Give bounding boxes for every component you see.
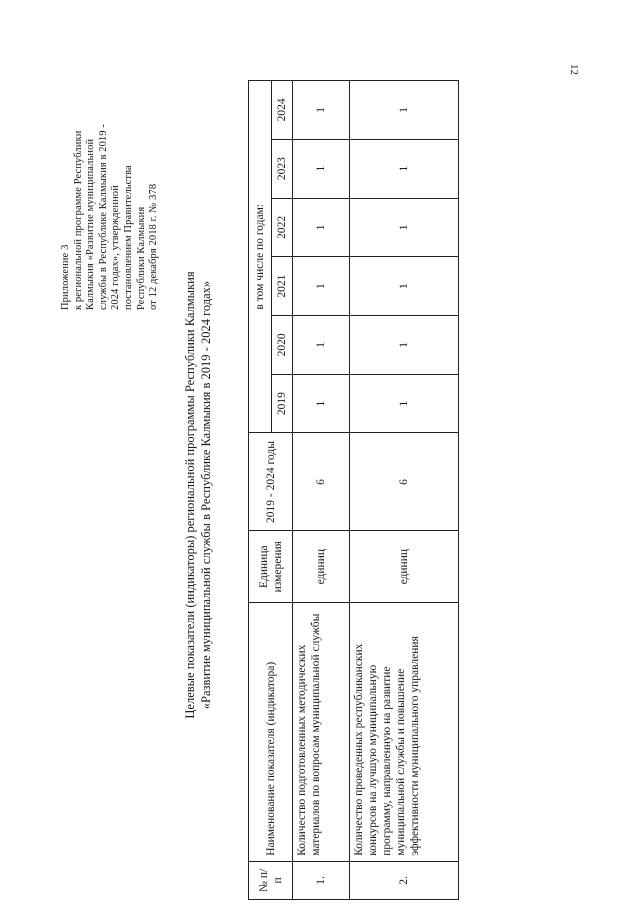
row-name: Количество проведенных республиканских конкурсов на лучшую муниципальную программу, направленную на развитие муниципальной службы и повышение эффективности муниципального управления: [350, 602, 459, 861]
appendix-note: [60, 10, 161, 310]
row-year-value: 1: [350, 81, 459, 140]
row-total: 6: [350, 433, 459, 531]
appendix-line: постановлением Правительства: [122, 165, 134, 310]
appendix-line: 2024 годах», утвержденной: [110, 185, 122, 310]
row-year-value: 1: [350, 374, 459, 433]
row-year-value: 1: [293, 374, 350, 433]
header-year: 2023: [272, 139, 293, 198]
table-row: [293, 81, 350, 900]
indicators-table: [248, 80, 459, 900]
row-unit: единиц: [350, 531, 459, 602]
header-num: № п/п: [249, 861, 293, 899]
header-year: 2019: [272, 374, 293, 433]
appendix-line: к региональной программе Республики: [72, 130, 84, 310]
row-year-value: 1: [350, 257, 459, 316]
document-title: [182, 145, 214, 845]
page-number: 12: [568, 64, 580, 75]
row-num: 2.: [350, 861, 459, 899]
title-line-1: Целевые показатели (индикаторы) региональной программы Республики Калмыкия: [183, 271, 197, 719]
row-name: Количество подготовленных методических материалов по вопросам муниципальной службы: [293, 602, 350, 861]
header-by-years: в том числе по годам:: [249, 81, 272, 433]
header-unit: Единица измерения: [249, 531, 293, 602]
row-year-value: 1: [350, 198, 459, 257]
row-unit: единиц: [293, 531, 350, 602]
row-num: 1.: [293, 861, 350, 899]
header-year: 2020: [272, 316, 293, 375]
title-line-2: «Развитие муниципальной службы в Республике Калмыкия в 2019 - 2024 годах»: [199, 280, 213, 710]
appendix-line: Приложение 3: [60, 244, 71, 310]
header-total: 2019 - 2024 годы: [249, 433, 293, 531]
header-year: 2024: [272, 81, 293, 140]
row-year-value: 1: [293, 257, 350, 316]
row-total: 6: [293, 433, 350, 531]
header-year: 2022: [272, 198, 293, 257]
row-year-value: 1: [293, 139, 350, 198]
appendix-line: Калмыкия «Развитие муниципальной: [85, 138, 97, 310]
table-row: [350, 81, 459, 900]
row-year-value: 1: [350, 316, 459, 375]
row-year-value: 1: [293, 316, 350, 375]
appendix-line: Республики Калмыкия: [135, 206, 147, 310]
row-year-value: 1: [350, 139, 459, 198]
header-name: Наименование показателя (индикатора): [249, 602, 293, 861]
row-year-value: 1: [293, 81, 350, 140]
appendix-line: службы в Республике Калмыкия в 2019 -: [97, 124, 109, 310]
header-year: 2021: [272, 257, 293, 316]
row-year-value: 1: [293, 198, 350, 257]
appendix-line: от 12 декабря 2018 г. № 378: [148, 183, 160, 310]
